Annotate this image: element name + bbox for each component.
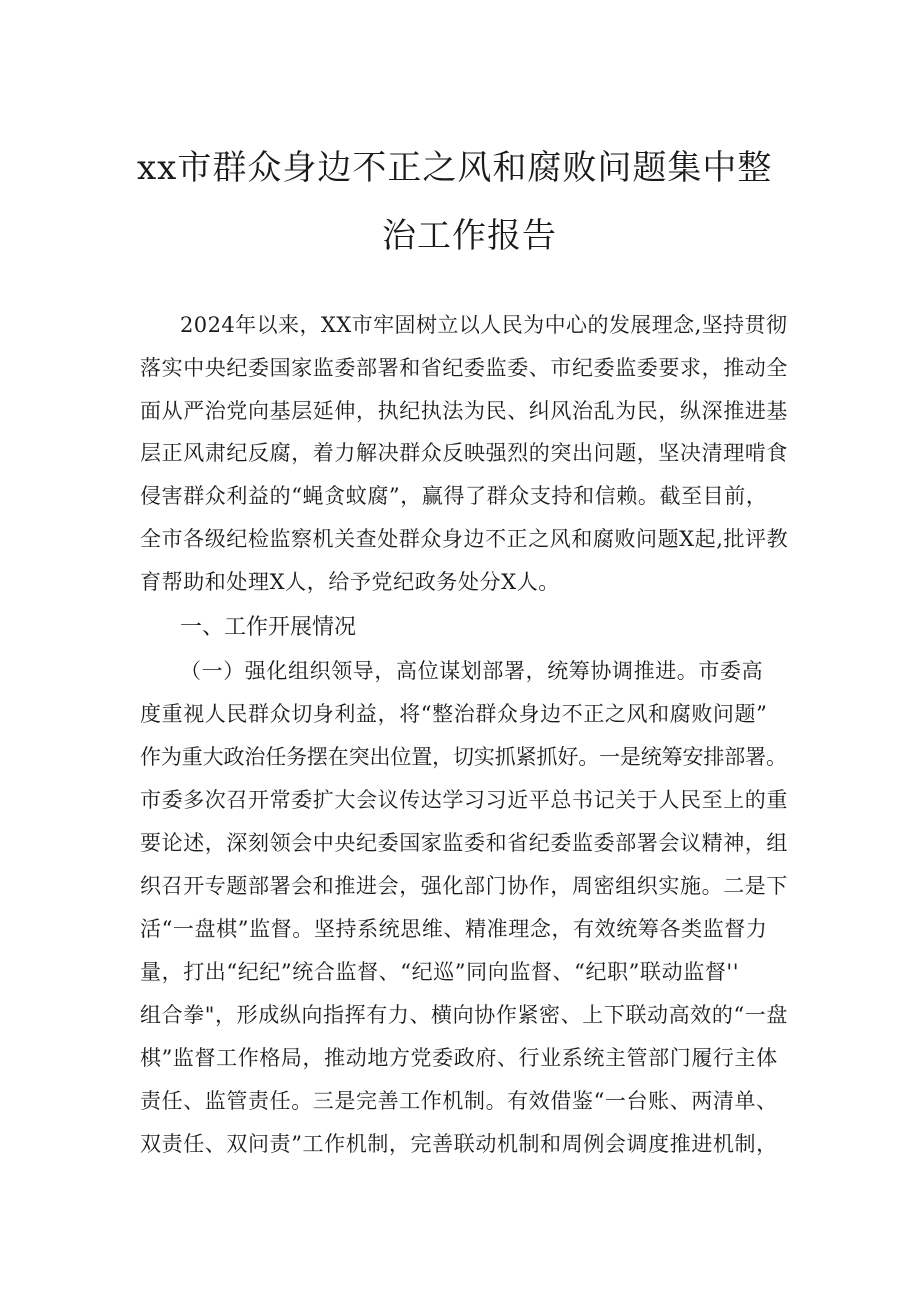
section-heading: 一、工作开展情况 xyxy=(180,615,357,640)
section-paragraph-line: 作为重大政治任务摆在突出位置，切实抓紧抓好。一是统筹安排部署。 xyxy=(140,745,787,769)
intro-paragraph-line: 全市各级纪检监察机关查处群众身边不正之风和腐败问题X起,批评教 xyxy=(140,527,789,551)
section-paragraph-line: 双责任、双问责”工作机制，完善联动机制和周例会调度推进机制， xyxy=(140,1132,778,1156)
document-title-line-2: 治工作报告 xyxy=(382,216,557,256)
section-paragraph-line: 棋”监督工作格局，推动地方党委政府、行业系统主管部门履行主体 xyxy=(140,1046,778,1070)
section-paragraph-line: 度重视人民群众切身利益，将“整治群众身边不正之风和腐败问题” xyxy=(140,702,768,726)
section-paragraph-line: 织召开专题部署会和推进会，强化部门协作，周密组织实施。二是下 xyxy=(140,874,788,898)
section-paragraph-line: 量，打出“纪纪”统合监督、“纪巡”同向监督、“纪职”联动监督'' xyxy=(140,960,740,984)
intro-paragraph-line: 面从严治党向基层延伸，执纪执法为民、纠风治乱为民，纵深推进基 xyxy=(140,399,788,423)
intro-paragraph-line: 2024年以来，XX市牢固树立以人民为中心的发展理念,坚持贯彻 xyxy=(180,313,788,337)
section-paragraph-line: 市委多次召开常委扩大会议传达学习习近平总书记关于人民至上的重 xyxy=(140,788,788,812)
intro-paragraph-line: 层正风肃纪反腐，着力解决群众反映强烈的突出问题，坚决清理啃食 xyxy=(140,441,788,465)
intro-paragraph-line: 育帮助和处理X人，给予党纪政务处分X人。 xyxy=(140,570,560,594)
document-title-line-1: xx市群众身边不正之风和腐败问题集中整 xyxy=(137,148,773,188)
section-paragraph-line: 要论述，深刻领会中央纪委国家监委和省纪委监委部署会议精神，组 xyxy=(140,831,788,855)
section-paragraph-line: 活“一盘棋”监督。坚持系统思维、精准理念，有效统筹各类监督力 xyxy=(140,917,768,941)
section-paragraph-line: 责任、监管责任。三是完善工作机制。有效借鉴“一台账、两清单、 xyxy=(140,1089,778,1113)
intro-paragraph-line: 落实中央纪委国家监委部署和省纪委监委、市纪委监委要求，推动全 xyxy=(140,356,788,380)
section-paragraph-line: （一）强化组织领导，高位谋划部署，统筹协调推进。市委高 xyxy=(180,659,764,683)
section-paragraph-line: 组合拳"，形成纵向指挥有力、横向协作紧密、上下联动高效的“一盘 xyxy=(140,1003,788,1027)
intro-paragraph-line: 侵害群众利益的“蝇贪蚊腐”，赢得了群众支持和信赖。截至目前， xyxy=(140,484,768,508)
